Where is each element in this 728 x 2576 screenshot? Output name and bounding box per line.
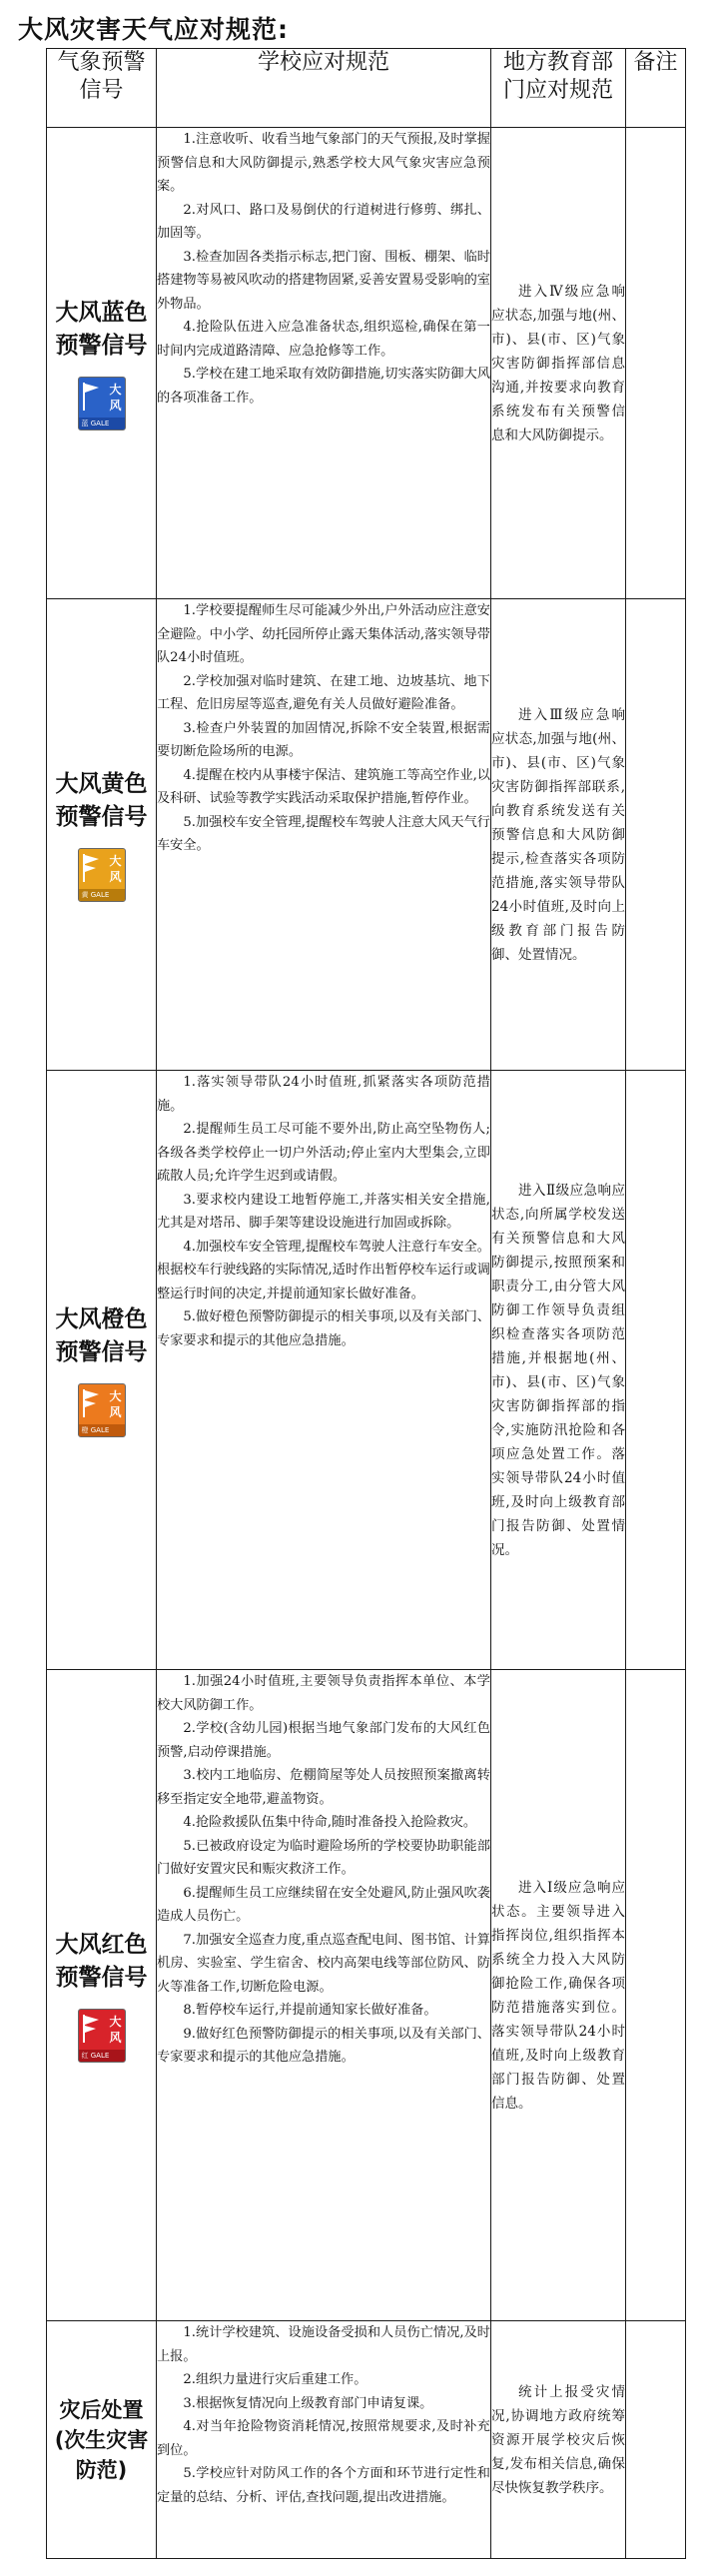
- signal-name: 大风橙色预警信号: [55, 1305, 148, 1365]
- local-measure-text: 统计上报受灾情况,协调地方政府统筹资源开展学校灾后恢复,发布相关信息,确保尽快恢复教学秩序。: [491, 2383, 625, 2496]
- school-measure-item: 6.提醒师生员工应继续留在安全处避风,防止强风吹袭造成人员伤亡。: [157, 1885, 490, 1924]
- school-measure-item: 1.加强24小时值班,主要领导负责指挥本单位、本学校大风防御工作。: [157, 1674, 490, 1713]
- school-measures-cell: [157, 599, 491, 1071]
- local-measure-text: 进入Ⅲ级应急响应状态,加强与地(州、市)、县(市、区)气象灾害防御指挥部联系,向教育系统发送有关预警信息和大风防御提示,检查落实各项防范措施,落实领导带队24小时值班,及时向上级教育部门报告防御、处置情况。: [491, 706, 625, 963]
- header-remark: 备注: [626, 49, 686, 128]
- school-measures-cell: [157, 1670, 491, 2321]
- school-measure-item: 4.对当年抢险物资消耗情况,按照常规要求,及时补充到位。: [157, 2419, 490, 2458]
- remark-cell: [626, 599, 686, 1071]
- school-measure-item: 5.学校应针对防风工作的各个方面和环节进行定性和定量的总结、分析、评估,查找问题,提出改进措施。: [157, 2466, 490, 2505]
- signal-name: 大风红色预警信号: [55, 1931, 148, 1991]
- signal-name: 大风黄色预警信号: [55, 770, 148, 830]
- signal-cell: [47, 1071, 157, 1670]
- school-measure-item: 3.检查户外装置的加固情况,拆除不安全装置,根据需要切断危险场所的电源。: [157, 720, 490, 759]
- signal-cell: [47, 2321, 157, 2559]
- local-measures-cell: [491, 1670, 626, 2321]
- school-measure-item: 3.校内工地临房、危棚简屋等处人员按照预案撤离转移至指定安全地带,避盖物资。: [157, 1768, 490, 1807]
- school-measure-item: 8.暂停校车运行,并提前通知家长做好准备。: [183, 2003, 437, 2018]
- school-measure-item: 4.抢险队伍进入应急准备状态,组织巡检,确保在第一时间内完成道路清障、应急抢修等工作。: [157, 320, 490, 359]
- school-measures-cell: [157, 2321, 491, 2559]
- gale-orange-warning-icon: [78, 1383, 126, 1437]
- remark-cell: [626, 128, 686, 599]
- icon-char-da: 大: [109, 853, 122, 868]
- local-measures-cell: [491, 2321, 626, 2559]
- school-measure-item: 2.组织力量进行灾后重建工作。: [183, 2372, 367, 2387]
- table-row: [47, 2321, 686, 2559]
- school-measure-item: 2.提醒师生员工尽可能不要外出,防止高空坠物伤人;各级各类学校停止一切户外活动;停止室内大型集会,立即疏散人员;允许学生迟到或请假。: [157, 1122, 490, 1184]
- icon-char-da: 大: [109, 2014, 122, 2029]
- response-table: [46, 48, 686, 2559]
- local-measure-text: 进入Ⅳ级应急响应状态,加强与地(州、市)、县(市、区)气象灾害防御指挥部信息沟通,并按要求向教育系统发布有关预警信息和大风防御提示。: [491, 283, 625, 443]
- icon-char-da: 大: [109, 1388, 122, 1403]
- school-measure-item: 1.落实领导带队24小时值班,抓紧落实各项防范措施。: [157, 1075, 490, 1114]
- table-row: [47, 1670, 686, 2321]
- remark-cell: [626, 1670, 686, 2321]
- school-measure-item: 7.加强安全巡查力度,重点巡查配电间、图书馆、计算机房、实验室、学生宿舍、校内高架电线等部位防风、防火等准备工作,切断危险电源。: [157, 1932, 490, 1995]
- school-measure-item: 1.注意收听、收看当地气象部门的天气预报,及时掌握预警信息和大风防御提示,熟悉学校大风气象灾害应急预案。: [157, 132, 490, 194]
- icon-level-band: 红 GALE: [79, 2050, 125, 2062]
- icon-char-feng: 风: [109, 398, 122, 413]
- local-measure-text: 进入Ⅱ级应急响应状态,向所属学校发送有关预警信息和大风防御提示,按照预案和职责分工,由分管大风防御工作领导负责组织检查落实各项防范措施,并根据地(州、市)、县(市、区)气象灾害防御指挥部的指令,实施防汛抢险和各项应急处置工作。落实领导带队24小时值班,及时向上级教育部门报告防御、处置情况。: [491, 1182, 625, 1558]
- school-measure-item: 3.检查加固各类指示标志,把门窗、围板、棚架、临时搭建物等易被风吹动的搭建物固紧,妥善安置易受影响的室外物品。: [157, 249, 490, 312]
- header-signal: 气象预警信号: [47, 49, 157, 128]
- school-measure-item: 1.统计学校建筑、设施设备受损和人员伤亡情况,及时上报。: [157, 2325, 490, 2364]
- table-row: [47, 1071, 686, 1670]
- local-measure-text: 进入Ⅰ级应急响应状态。主要领导进入指挥岗位,组织指挥本系统全力投入大风防御抢险工作,确保各项防范措施落实到位。落实领导带队24小时值班,及时向上级教育部门报告防御、处置信息。: [491, 1879, 625, 2112]
- local-measures-cell: [491, 128, 626, 599]
- table-header-row: [47, 49, 686, 128]
- school-measure-item: 5.已被政府设定为临时避险场所的学校要协助职能部门做好安置灾民和赈灾救济工作。: [157, 1838, 490, 1877]
- local-measures-cell: [491, 1071, 626, 1670]
- school-measure-item: 4.提醒在校内从事楼宇保洁、建筑施工等高空作业,以及科研、试验等教学实践活动采取保护措施,暂停作业。: [157, 767, 490, 806]
- header-school: 学校应对规范: [157, 49, 491, 128]
- signal-name: 灾后处置(次生灾害防范): [54, 2397, 149, 2482]
- school-measure-item: 4.加强校车安全管理,提醒校车驾驶人注意行车安全。根据校车行驶线路的实际情况,适时作出暂停校车运行或调整运行时间的决定,并提前通知家长做好准备。: [157, 1239, 490, 1301]
- school-measure-item: 9.做好红色预警防御提示的相关事项,以及有关部门、专家要求和提示的其他应急措施。: [157, 2026, 490, 2065]
- icon-char-feng: 风: [109, 1404, 122, 1419]
- icon-level-band: 黄 GALE: [79, 889, 125, 901]
- school-measure-item: 5.学校在建工地采取有效防御措施,切实落实防御大风的各项准备工作。: [157, 367, 490, 406]
- school-measure-item: 2.学校加强对临时建筑、在建工地、边坡基坑、地下工程、危旧房屋等巡查,避免有关人员做好避险准备。: [157, 673, 490, 712]
- table-row: [47, 599, 686, 1071]
- page-title: 大风灾害天气应对规范:: [18, 15, 289, 44]
- school-measure-item: 5.加强校车安全管理,提醒校车驾驶人注意大风天气行车安全。: [157, 814, 490, 853]
- icon-char-feng: 风: [109, 2030, 122, 2045]
- signal-name: 大风蓝色预警信号: [55, 299, 148, 359]
- icon-char-da: 大: [109, 382, 122, 397]
- gale-blue-warning-icon: [78, 377, 126, 430]
- remark-cell: [626, 2321, 686, 2559]
- school-measure-item: 2.学校(含幼儿园)根据当地气象部门发布的大风红色预警,启动停课措施。: [157, 1721, 490, 1760]
- school-measure-item: 3.要求校内建设工地暂停施工,并落实相关安全措施,尤其是对塔吊、脚手架等建设设施进行加固或拆除。: [157, 1192, 490, 1231]
- signal-cell: [47, 599, 157, 1071]
- remark-cell: [626, 1071, 686, 1670]
- school-measure-item: 3.根据恢复情况向上级教育部门申请复课。: [183, 2395, 433, 2411]
- signal-cell: [47, 128, 157, 599]
- icon-level-band: 橙 GALE: [79, 1424, 125, 1436]
- table-row: [47, 128, 686, 599]
- header-local: 地方教育部门应对规范: [491, 49, 626, 128]
- school-measures-cell: [157, 128, 491, 599]
- school-measure-item: 1.学校要提醒师生尽可能减少外出,户外活动应注意安全避险。中小学、幼托园所停止露天集体活动,落实领导带队24小时值班。: [157, 603, 490, 665]
- icon-char-feng: 风: [109, 869, 122, 884]
- school-measure-item: 4.抢险救援队伍集中待命,随时准备投入抢险救灾。: [183, 1815, 477, 1830]
- signal-cell: [47, 1670, 157, 2321]
- icon-level-band: 蓝 GALE: [79, 418, 125, 429]
- school-measures-cell: [157, 1071, 491, 1670]
- school-measure-item: 2.对风口、路口及易倒伏的行道树进行修剪、绑扎、加固等。: [157, 202, 490, 241]
- school-measure-item: 5.做好橙色预警防御提示的相关事项,以及有关部门、专家要求和提示的其他应急措施。: [157, 1309, 490, 1348]
- local-measures-cell: [491, 599, 626, 1071]
- gale-red-warning-icon: [78, 2009, 126, 2063]
- gale-yellow-warning-icon: [78, 848, 126, 902]
